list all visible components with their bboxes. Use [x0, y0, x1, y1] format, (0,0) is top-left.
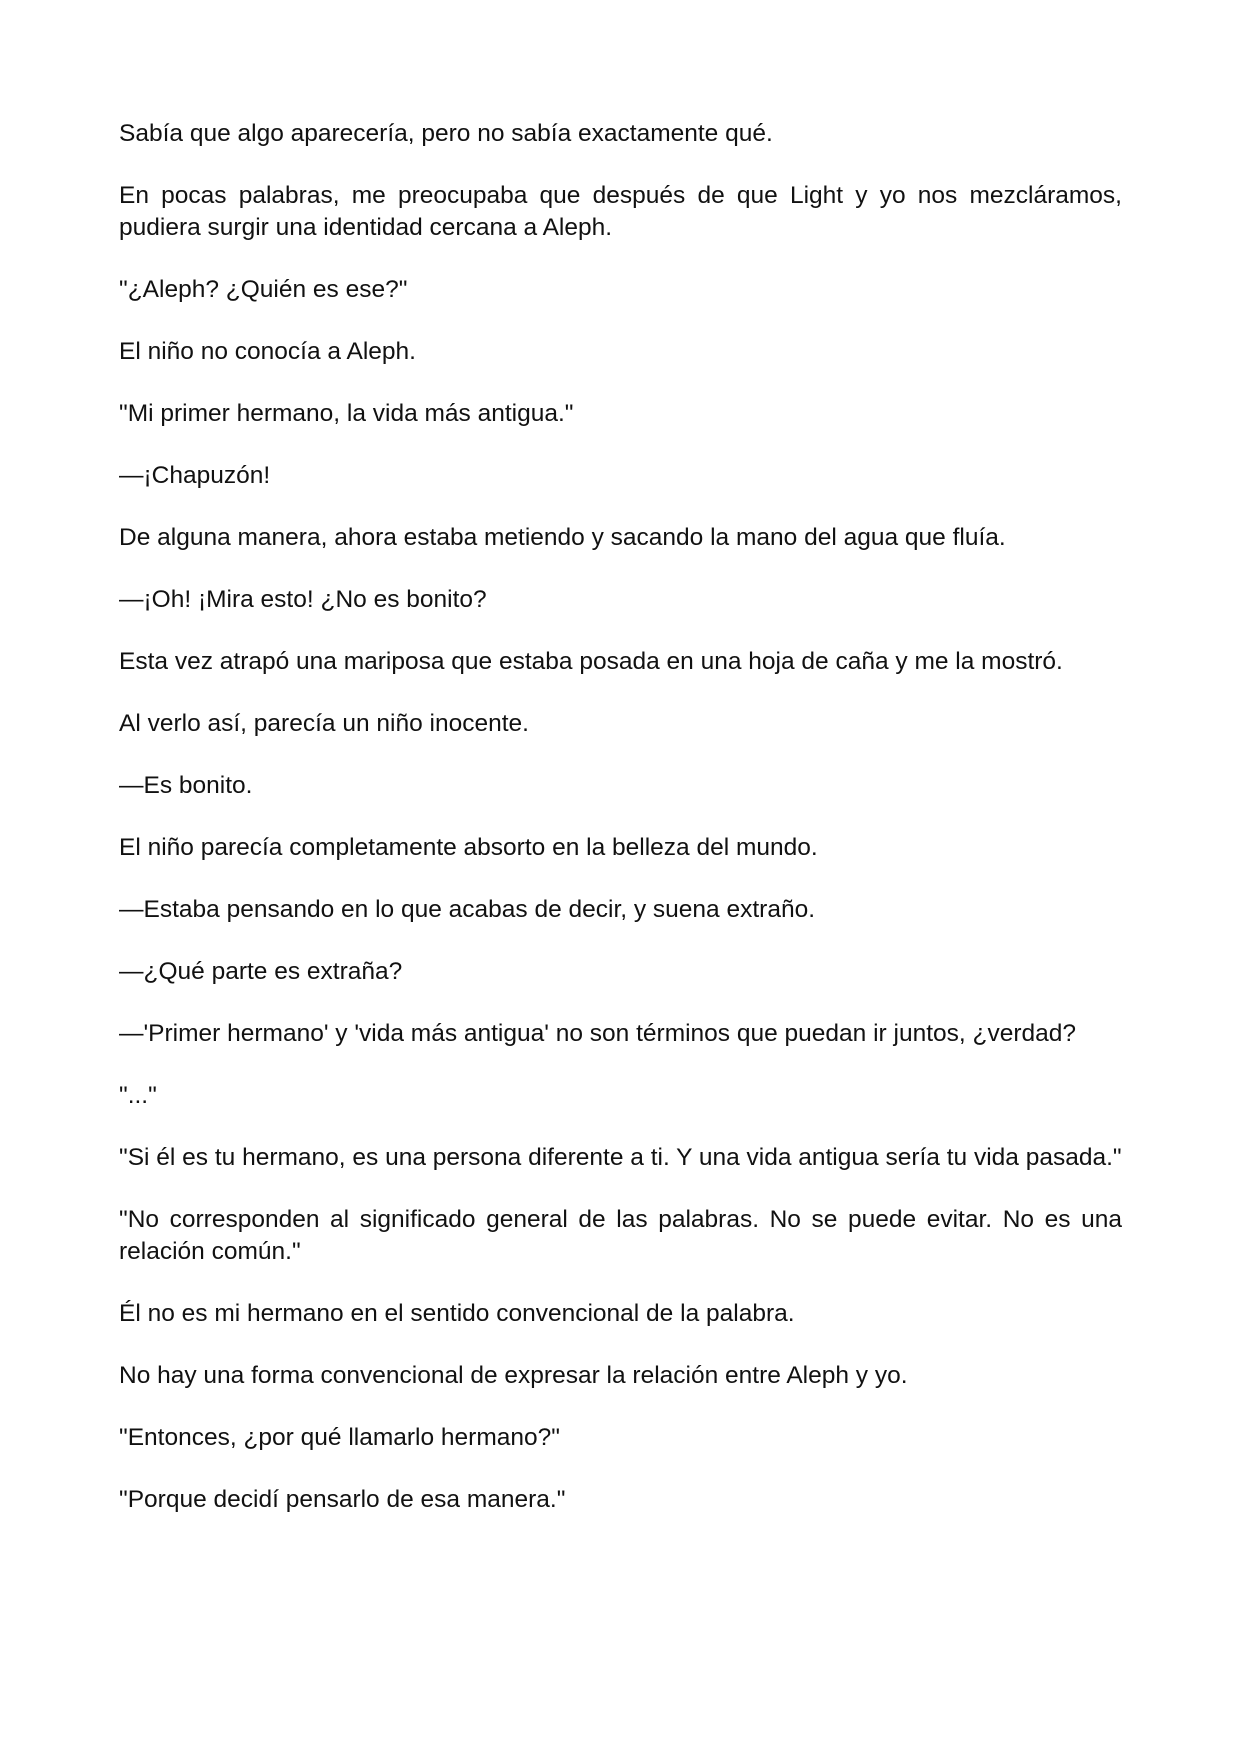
paragraph: "No corresponden al significado general de las palabras. No se puede evitar. No es una relación común.": [119, 1206, 1122, 1265]
paragraph: —¡Chapuzón!: [119, 462, 271, 489]
paragraph: Él no es mi hermano en el sentido convencional de la palabra.: [119, 1300, 795, 1327]
paragraph: "...": [119, 1082, 157, 1109]
paragraph: —¡Oh! ¡Mira esto! ¿No es bonito?: [119, 586, 487, 613]
paragraph: —Estaba pensando en lo que acabas de decir, y suena extraño.: [119, 896, 816, 923]
paragraph: "¿Aleph? ¿Quién es ese?": [119, 276, 408, 303]
paragraph: "Entonces, ¿por qué llamarlo hermano?": [119, 1424, 560, 1451]
paragraph: El niño no conocía a Aleph.: [119, 338, 416, 365]
paragraph: "Mi primer hermano, la vida más antigua.": [119, 400, 574, 427]
paragraph: "Porque decidí pensarlo de esa manera.": [119, 1486, 566, 1513]
paragraph: —'Primer hermano' y 'vida más antigua' no son términos que puedan ir juntos, ¿verdad?: [119, 1020, 1077, 1047]
paragraph: "Si él es tu hermano, es una persona diferente a ti. Y una vida antigua sería tu vida pasada.": [119, 1144, 1122, 1171]
paragraph: Sabía que algo aparecería, pero no sabía exactamente qué.: [119, 120, 773, 147]
paragraph: —Es bonito.: [119, 772, 253, 799]
paragraph: —¿Qué parte es extraña?: [119, 958, 403, 985]
paragraph: Al verlo así, parecía un niño inocente.: [119, 710, 529, 737]
document-body: [119, 118, 1122, 1546]
paragraph: De alguna manera, ahora estaba metiendo y sacando la mano del agua que fluía.: [119, 524, 1006, 551]
paragraph: No hay una forma convencional de expresar la relación entre Aleph y yo.: [119, 1362, 908, 1389]
paragraph: Esta vez atrapó una mariposa que estaba posada en una hoja de caña y me la mostró.: [119, 648, 1063, 675]
paragraph: El niño parecía completamente absorto en la belleza del mundo.: [119, 834, 818, 861]
paragraph: En pocas palabras, me preocupaba que después de que Light y yo nos mezcláramos, pudiera surgir una identidad cercana a Aleph.: [119, 182, 1122, 241]
